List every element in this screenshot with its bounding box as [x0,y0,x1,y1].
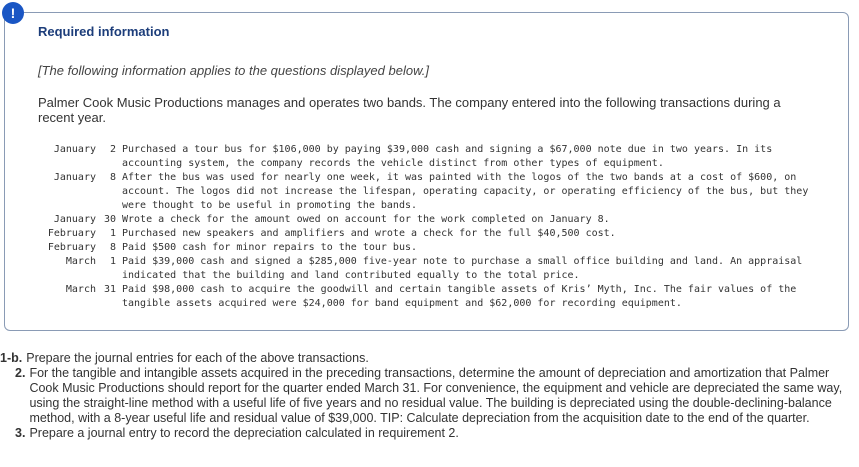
transaction-row [36,213,816,227]
panel-title: Required information [38,24,170,39]
transaction-text: Wrote a check for the amount owed on account for the work completed on January 8. [122,214,610,225]
transactions-list [36,143,816,311]
transaction-month: March [65,284,96,295]
transaction-month: January [53,172,96,183]
transaction-row [36,143,816,171]
transaction-day: 30 [103,214,116,225]
question-number: 3. [15,426,26,440]
transaction-row [36,227,816,241]
transaction-month: March [65,256,96,267]
transaction-month: February [47,228,96,239]
question-text: For the tangible and intangible assets acquired in the preceding transactions, determine the amount of depreciation and amortization that Palmer Cook Music Productions should report for the quarter ended March 31. For convenience, the equipment and vehicle are depreciated the same way, using the straight-line method with a useful life of five years and no residual value. The building is depreciated using the double-declining-balance method, with a 8-year useful life and residual value of $39,000. TIP: Calculate depreciation from the acquisition date to the end of the quarter. [29,366,843,425]
transaction-day: 31 [103,284,116,295]
panel-note: [The following information applies to the questions displayed below.] [38,63,429,78]
question-number: 2. [15,366,26,380]
transaction-text: Paid $39,000 cash and signed a $285,000 five-year note to purchase a small office building and land. An appraisal indicated that the building and land contributed equally to the total price. [122,256,803,281]
transaction-day: 8 [109,172,116,183]
intro-paragraph: Palmer Cook Music Productions manages and operates two bands. The company entered into the following transactions during a recent year. [38,95,781,125]
transaction-text: Purchased new speakers and amplifiers and wrote a check for the full $40,500 cost. [122,228,616,239]
question-item [0,351,855,366]
transaction-day: 1 [109,256,116,267]
transaction-month: January [53,214,96,225]
transaction-day: 1 [109,228,116,239]
transaction-row [36,171,816,213]
transaction-text: Paid $500 cash for minor repairs to the tour bus. [122,242,418,253]
transaction-text: Purchased a tour bus for $106,000 by paying $39,000 cash and signing a $67,000 note due in two years. In its accounting system, the company records the vehicle distinct from other types of equipment. [122,144,773,169]
question-number: 1-b. [0,351,23,365]
transaction-day: 2 [109,144,116,155]
transaction-row [36,241,816,255]
exclamation-icon: ! [2,2,24,24]
transaction-text: After the bus was used for nearly one week, it was painted with the logos of the two bands at a cost of $600, on account. The logos did not increase the lifespan, operating capacity, or operating efficiency of the bus, but they were thought to be useful in promoting the bands. [122,172,809,211]
question-text: Prepare a journal entry to record the depreciation calculated in requirement 2. [29,426,459,440]
question-item [0,366,855,426]
transaction-row [36,255,816,283]
transaction-text: Paid $98,000 cash to acquire the goodwill and certain tangible assets of Kris’ Myth, Inc. The fair values of the tangible assets acquired were $24,000 for band equipment and $62,000 for recording equipment. [122,284,797,309]
questions-list [0,351,855,441]
transaction-row [36,283,816,311]
question-item [0,426,855,441]
transaction-month: February [47,242,96,253]
question-text: Prepare the journal entries for each of the above transactions. [26,351,369,365]
transaction-day: 8 [109,242,116,253]
transaction-month: January [53,144,96,155]
